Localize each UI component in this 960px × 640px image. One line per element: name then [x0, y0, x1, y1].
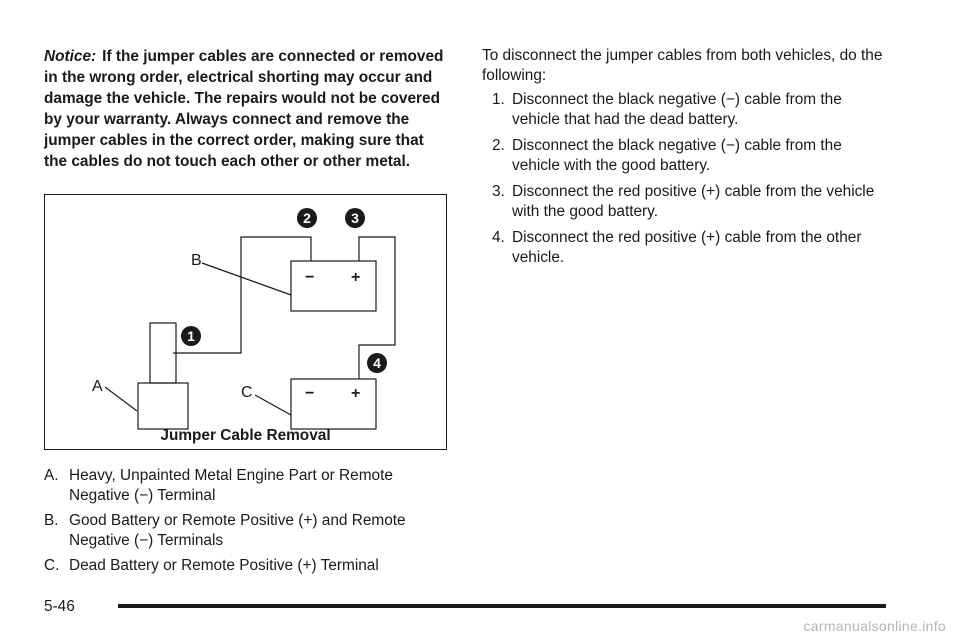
step-number: 2.: [492, 137, 505, 154]
leader-c: [255, 395, 291, 415]
label-a: A: [92, 378, 103, 395]
watermark-text: carmanualsonline.info: [803, 618, 946, 634]
dead-battery: [291, 379, 376, 429]
legend-item: [44, 556, 448, 576]
step-item: [482, 136, 892, 176]
figure-caption: Jumper Cable Removal: [160, 427, 331, 444]
notice-label: Notice:: [44, 48, 97, 65]
jumper-cable-diagram: [44, 194, 447, 450]
figure-legend: [44, 466, 448, 576]
step-number: 3.: [492, 183, 505, 200]
footer-rule: [118, 604, 886, 608]
legend-item: [44, 466, 448, 506]
legend-text: Heavy, Unpainted Metal Engine Part or Remote Negative (−) Terminal: [69, 467, 393, 504]
legend-key: C.: [44, 557, 60, 574]
leader-a: [105, 387, 137, 411]
legend-text: Good Battery or Remote Positive (+) and Remote Negative (−) Terminals: [69, 512, 406, 549]
step-text: Disconnect the red positive (+) cable from the other vehicle.: [512, 229, 862, 266]
right-column: [482, 46, 892, 274]
good-battery-pos-terminal: +: [351, 269, 361, 286]
step-text: Disconnect the red positive (+) cable from the vehicle with the good battery.: [512, 183, 875, 220]
label-c: C: [241, 384, 253, 401]
good-battery: [291, 261, 376, 311]
step-item: [482, 90, 892, 130]
instructions-intro: To disconnect the jumper cables from both vehicles, do the following:: [482, 47, 883, 84]
callout-circles: [181, 208, 387, 373]
notice-paragraph: [44, 46, 448, 172]
callout-1: 1: [187, 328, 195, 344]
callout-3: 3: [351, 210, 359, 226]
diagram-drawing: [45, 195, 448, 451]
legend-item: [44, 511, 448, 551]
callout-2: 2: [303, 210, 311, 226]
left-column: [44, 46, 448, 581]
instruction-steps: [482, 90, 892, 268]
notice-text: If the jumper cables are connected or removed in the wrong order, electrical shorting may occur and damage the vehicle. The repairs would not be covered by your warranty. Always connect and remove the jumper cables in the correct order, making sure that the cables do not touch each other or other metal.: [44, 48, 444, 170]
leader-b: [202, 263, 291, 295]
step-item: [482, 228, 892, 268]
step-text: Disconnect the black negative (−) cable from the vehicle that had the dead battery.: [512, 91, 842, 128]
step-text: Disconnect the black negative (−) cable from the vehicle with the good battery.: [512, 137, 842, 174]
step-number: 1.: [492, 91, 505, 108]
engine-metal-part: [138, 383, 188, 429]
good-battery-neg-terminal: −: [305, 269, 315, 286]
legend-key: A.: [44, 467, 59, 484]
legend-text: Dead Battery or Remote Positive (+) Terminal: [69, 557, 379, 574]
step-item: [482, 182, 892, 222]
engine-metal-bracket: [150, 323, 176, 383]
label-b: B: [191, 252, 202, 269]
page-number: 5-46: [44, 598, 75, 615]
dead-battery-neg-terminal: −: [305, 385, 315, 402]
callout-4: 4: [373, 355, 381, 371]
step-number: 4.: [492, 229, 505, 246]
dead-battery-pos-terminal: +: [351, 385, 361, 402]
legend-key: B.: [44, 512, 59, 529]
